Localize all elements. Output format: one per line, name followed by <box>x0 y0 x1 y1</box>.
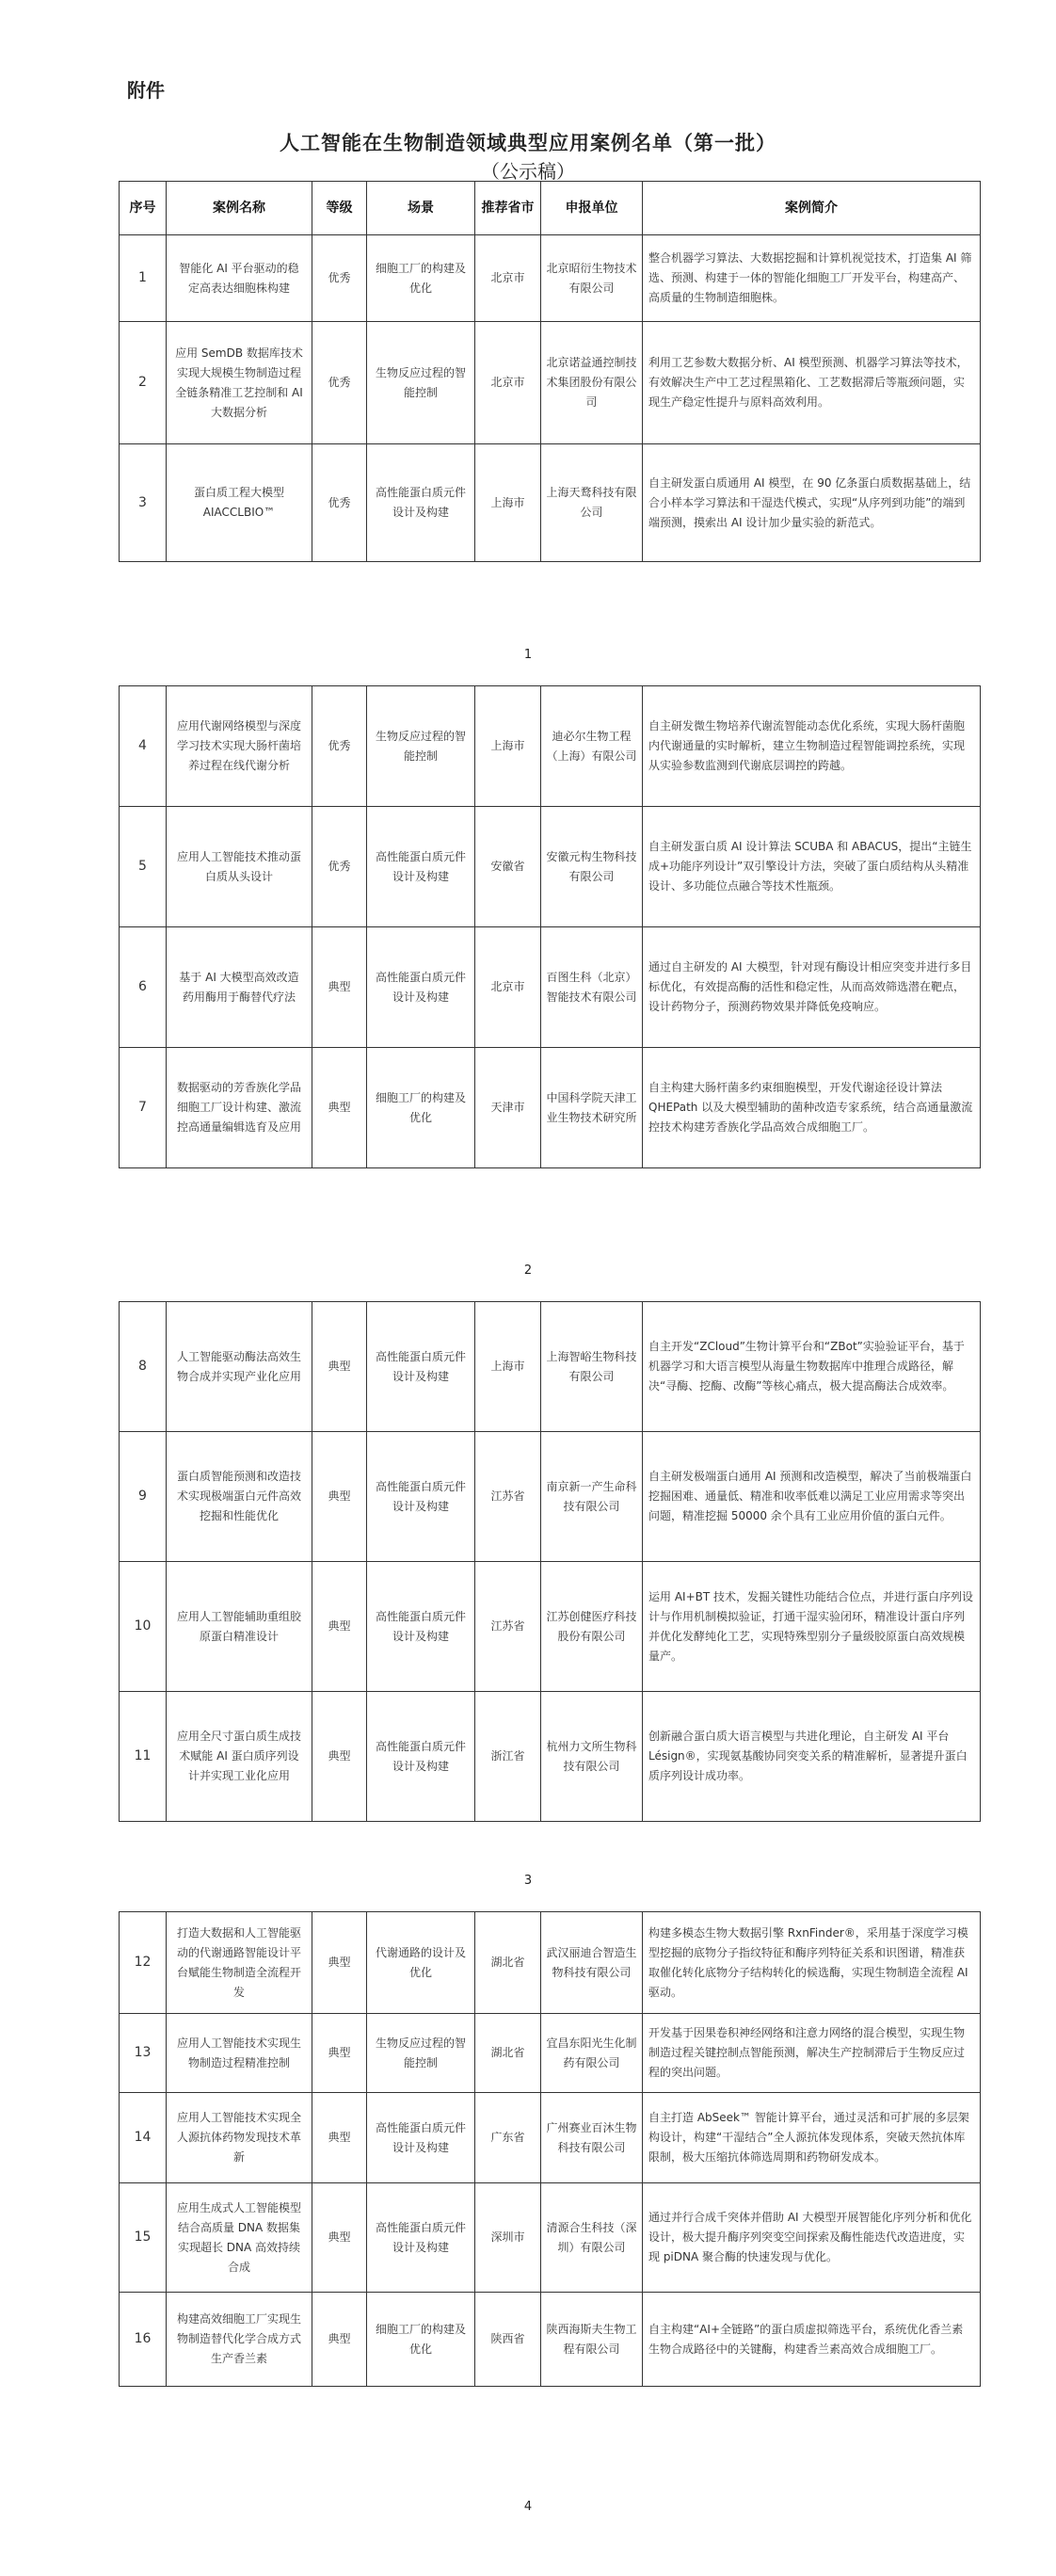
table-row <box>120 927 981 1048</box>
case-region: 湖北省 <box>475 1912 541 2014</box>
column-header: 推荐省市 <box>475 182 541 235</box>
case-introduction: 自主研发蛋白质 AI 设计算法 SCUBA 和 ABACUS，提出“主链生成+功能序列设计”双引擎设计方法，突破了蛋白质结构从头精准设计、多功能位点融合等技术性瓶颈。 <box>643 807 981 927</box>
case-name: 应用人工智能技术实现全人源抗体药物发现技术革新 <box>167 2093 312 2183</box>
table-row <box>120 322 981 444</box>
case-number: 4 <box>120 686 167 807</box>
table-header-row <box>120 182 981 235</box>
case-name: 蛋白质智能预测和改造技术实现极端蛋白元件高效挖掘和性能优化 <box>167 1432 312 1562</box>
case-level: 典型 <box>312 1048 367 1168</box>
table-row <box>120 1048 981 1168</box>
case-scene: 高性能蛋白质元件设计及构建 <box>367 1432 475 1562</box>
case-name: 智能化 AI 平台驱动的稳定高表达细胞株构建 <box>167 235 312 322</box>
case-scene: 细胞工厂的构建及优化 <box>367 235 475 322</box>
case-introduction: 自主研发极端蛋白通用 AI 预测和改造模型，解决了当前极端蛋白挖掘困难、通量低、精准和收率低难以满足工业应用需求等突出问题，精准挖掘 50000 余个具有工业应用价值的蛋白元件。 <box>643 1432 981 1562</box>
table-row <box>120 2014 981 2093</box>
case-level: 优秀 <box>312 235 367 322</box>
case-number: 9 <box>120 1432 167 1562</box>
case-region: 上海市 <box>475 686 541 807</box>
case-name: 应用人工智能辅助重组胶原蛋白精准设计 <box>167 1562 312 1692</box>
table-row <box>120 807 981 927</box>
table-row <box>120 2093 981 2183</box>
case-scene: 细胞工厂的构建及优化 <box>367 2293 475 2387</box>
case-number: 7 <box>120 1048 167 1168</box>
case-organization: 江苏创健医疗科技股份有限公司 <box>541 1562 643 1692</box>
case-introduction: 自主开发“ZCloud”生物计算平台和“ZBot”实验验证平台，基于机器学习和大语言模型从海量生物数据库中推理合成路径，解决“寻酶、挖酶、改酶”等核心痛点，极大提高酶法合成效率。 <box>643 1302 981 1432</box>
case-level: 优秀 <box>312 686 367 807</box>
case-scene: 细胞工厂的构建及优化 <box>367 1048 475 1168</box>
case-name: 应用 SemDB 数据库技术实现大规模生物制造过程全链条精准工艺控制和 AI 大数据分析 <box>167 322 312 444</box>
column-header: 案例简介 <box>643 182 981 235</box>
case-scene: 高性能蛋白质元件设计及构建 <box>367 444 475 562</box>
table-row <box>120 235 981 322</box>
page-number: 3 <box>523 1874 533 1888</box>
case-name: 打造大数据和人工智能驱动的代谢通路智能设计平台赋能生物制造全流程开发 <box>167 1912 312 2014</box>
case-table <box>119 1911 981 2387</box>
column-header: 等级 <box>312 182 367 235</box>
page-number: 4 <box>523 2500 533 2514</box>
case-number: 12 <box>120 1912 167 2014</box>
case-introduction: 通过并行合成千突体并借助 AI 大模型开展智能化序列分析和优化设计，极大提升酶序列突变空间探索及酶性能迭代改造进度，实现 piDNA 聚合酶的快速发现与优化。 <box>643 2183 981 2293</box>
case-region: 上海市 <box>475 444 541 562</box>
case-scene: 高性能蛋白质元件设计及构建 <box>367 807 475 927</box>
table-row <box>120 1302 981 1432</box>
case-scene: 生物反应过程的智能控制 <box>367 322 475 444</box>
case-name: 应用代谢网络模型与深度学习技术实现大肠杆菌培养过程在线代谢分析 <box>167 686 312 807</box>
case-name: 应用人工智能技术推动蛋白质从头设计 <box>167 807 312 927</box>
case-level: 典型 <box>312 1432 367 1562</box>
case-name: 人工智能驱动酶法高效生物合成并实现产业化应用 <box>167 1302 312 1432</box>
page-number: 2 <box>523 1264 533 1278</box>
case-number: 1 <box>120 235 167 322</box>
case-level: 典型 <box>312 2093 367 2183</box>
case-name: 构建高效细胞工厂实现生物制造替代化学合成方式生产香兰素 <box>167 2293 312 2387</box>
case-region: 安徽省 <box>475 807 541 927</box>
case-number: 5 <box>120 807 167 927</box>
case-organization: 上海智峪生物科技有限公司 <box>541 1302 643 1432</box>
case-organization: 北京昭衍生物技术有限公司 <box>541 235 643 322</box>
case-organization: 清源合生科技（深圳）有限公司 <box>541 2183 643 2293</box>
case-number: 14 <box>120 2093 167 2183</box>
case-scene: 高性能蛋白质元件设计及构建 <box>367 1302 475 1432</box>
case-region: 湖北省 <box>475 2014 541 2093</box>
case-organization: 南京新一产生命科技有限公司 <box>541 1432 643 1562</box>
case-scene: 代谢通路的设计及优化 <box>367 1912 475 2014</box>
case-organization: 广州赛业百沐生物科技有限公司 <box>541 2093 643 2183</box>
case-region: 江苏省 <box>475 1432 541 1562</box>
case-number: 2 <box>120 322 167 444</box>
table-row <box>120 686 981 807</box>
case-organization: 安徽元构生物科技有限公司 <box>541 807 643 927</box>
case-scene: 高性能蛋白质元件设计及构建 <box>367 927 475 1048</box>
case-number: 13 <box>120 2014 167 2093</box>
case-region: 北京市 <box>475 322 541 444</box>
column-header: 申报单位 <box>541 182 643 235</box>
table-row <box>120 2183 981 2293</box>
table-row <box>120 444 981 562</box>
case-region: 天津市 <box>475 1048 541 1168</box>
case-introduction: 利用工艺参数大数据分析、AI 模型预测、机器学习算法等技术，有效解决生产中工艺过程黑箱化、工艺数据滞后等瓶颈问题，实现生产稳定性提升与原料高效利用。 <box>643 322 981 444</box>
case-introduction: 开发基于因果卷积神经网络和注意力网络的混合模型，实现生物制造过程关键控制点智能预测，解决生产控制滞后于生物反应过程的突出问题。 <box>643 2014 981 2093</box>
case-scene: 高性能蛋白质元件设计及构建 <box>367 2183 475 2293</box>
case-organization: 北京诺益通控制技术集团股份有限公司 <box>541 322 643 444</box>
page-title: 人工智能在生物制造领域典型应用案例名单（第一批） <box>280 132 776 154</box>
case-level: 典型 <box>312 1302 367 1432</box>
case-scene: 高性能蛋白质元件设计及构建 <box>367 2093 475 2183</box>
case-name: 应用全尺寸蛋白质生成技术赋能 AI 蛋白质序列设计并实现工业化应用 <box>167 1692 312 1822</box>
case-scene: 生物反应过程的智能控制 <box>367 2014 475 2093</box>
column-header: 案例名称 <box>167 182 312 235</box>
table-row <box>120 2293 981 2387</box>
case-introduction: 自主研发蛋白质通用 AI 模型，在 90 亿条蛋白质数据基础上，结合小样本学习算法和干湿迭代模式，实现“从序列到功能”的端到端预测，摸索出 AI 设计加少量实验的新范式。 <box>643 444 981 562</box>
case-region: 北京市 <box>475 927 541 1048</box>
case-introduction: 自主构建大肠杆菌多约束细胞模型，开发代谢途径设计算法 QHEPath 以及大模型辅助的菌种改造专家系统，结合高通量激流控技术构建芳香族化学品高效合成细胞工厂。 <box>643 1048 981 1168</box>
case-scene: 高性能蛋白质元件设计及构建 <box>367 1692 475 1822</box>
case-number: 6 <box>120 927 167 1048</box>
case-region: 深圳市 <box>475 2183 541 2293</box>
table-row <box>120 1562 981 1692</box>
case-level: 典型 <box>312 927 367 1048</box>
case-organization: 武汉丽迪合智造生物科技有限公司 <box>541 1912 643 2014</box>
case-region: 江苏省 <box>475 1562 541 1692</box>
case-region: 上海市 <box>475 1302 541 1432</box>
case-region: 广东省 <box>475 2093 541 2183</box>
case-introduction: 运用 AI+BT 技术，发掘关键性功能结合位点，并进行蛋白序列设计与作用机制模拟验证，打通干湿实验闭环，精准设计蛋白序列并优化发酵纯化工艺，实现特殊型别分子量级胶原蛋白高效规模量产。 <box>643 1562 981 1692</box>
page-number: 1 <box>523 648 533 662</box>
case-region: 陕西省 <box>475 2293 541 2387</box>
case-introduction: 创新融合蛋白质大语言模型与共进化理论，自主研发 AI 平台 Lésign®，实现氨基酸协同突变关系的精准解析，显著提升蛋白质序列设计成功率。 <box>643 1692 981 1822</box>
table-row <box>120 1912 981 2014</box>
case-level: 优秀 <box>312 444 367 562</box>
case-level: 典型 <box>312 1912 367 2014</box>
case-table <box>119 1301 981 1822</box>
case-organization: 百图生科（北京）智能技术有限公司 <box>541 927 643 1048</box>
column-header: 序号 <box>120 182 167 235</box>
case-number: 11 <box>120 1692 167 1822</box>
case-introduction: 整合机器学习算法、大数据挖掘和计算机视觉技术，打造集 AI 筛选、预测、构建于一体的智能化细胞工厂开发平台，构建高产、高质量的生物制造细胞株。 <box>643 235 981 322</box>
case-introduction: 通过自主研发的 AI 大模型，针对现有酶设计相应突变并进行多目标优化，有效提高酶的活性和稳定性，从而高效筛选潜在靶点，设计药物分子，预测药物效果并降低免疫响应。 <box>643 927 981 1048</box>
case-organization: 中国科学院天津工业生物技术研究所 <box>541 1048 643 1168</box>
case-level: 典型 <box>312 2293 367 2387</box>
table-row <box>120 1692 981 1822</box>
case-organization: 杭州力文所生物科技有限公司 <box>541 1692 643 1822</box>
case-number: 16 <box>120 2293 167 2387</box>
page-subtitle: （公示稿） <box>481 160 575 183</box>
case-introduction: 构建多模态生物大数据引擎 RxnFinder®，采用基于深度学习模型挖掘的底物分子指纹特征和酶序列特征关系和识图谱，精准获取催化转化底物分子结构转化的候选酶，实现生物制造全流程 AI 驱动。 <box>643 1912 981 2014</box>
case-scene: 生物反应过程的智能控制 <box>367 686 475 807</box>
table-row <box>120 1432 981 1562</box>
case-name: 应用人工智能技术实现生物制造过程精准控制 <box>167 2014 312 2093</box>
case-number: 15 <box>120 2183 167 2293</box>
case-name: 应用生成式人工智能模型结合高质量 DNA 数据集实现超长 DNA 高效持续合成 <box>167 2183 312 2293</box>
case-table <box>119 685 981 1168</box>
case-number: 3 <box>120 444 167 562</box>
case-introduction: 自主研发微生物培养代谢流智能动态优化系统，实现大肠杆菌胞内代谢通量的实时解析，建立生物制造过程智能调控系统，实现从实验参数监测到代谢底层调控的跨越。 <box>643 686 981 807</box>
case-name: 蛋白质工程大模型 AIACCLBIO™ <box>167 444 312 562</box>
case-introduction: 自主打造 AbSeek™ 智能计算平台，通过灵活和可扩展的多层架构设计，构建“干湿结合”全人源抗体发现体系，突破天然抗体库限制，极大压缩抗体筛选周期和药物研发成本。 <box>643 2093 981 2183</box>
case-level: 典型 <box>312 1692 367 1822</box>
case-number: 10 <box>120 1562 167 1692</box>
case-organization: 迪必尔生物工程（上海）有限公司 <box>541 686 643 807</box>
case-level: 典型 <box>312 2183 367 2293</box>
case-name: 数据驱动的芳香族化学品细胞工厂设计构建、激流控高通量编辑选育及应用 <box>167 1048 312 1168</box>
case-level: 优秀 <box>312 807 367 927</box>
case-name: 基于 AI 大模型高效改造药用酶用于酶替代疗法 <box>167 927 312 1048</box>
case-level: 优秀 <box>312 322 367 444</box>
case-level: 典型 <box>312 1562 367 1692</box>
case-organization: 宜昌东阳光生化制药有限公司 <box>541 2014 643 2093</box>
case-table <box>119 181 981 562</box>
case-region: 北京市 <box>475 235 541 322</box>
attachment-label: 附件 <box>127 79 165 102</box>
column-header: 场景 <box>367 182 475 235</box>
case-level: 典型 <box>312 2014 367 2093</box>
case-organization: 陕西海斯夫生物工程有限公司 <box>541 2293 643 2387</box>
case-region: 浙江省 <box>475 1692 541 1822</box>
case-organization: 上海天鹜科技有限公司 <box>541 444 643 562</box>
case-introduction: 自主构建“AI+全链路”的蛋白质虚拟筛选平台，系统优化香兰素生物合成路径中的关键酶，构建香兰素高效合成细胞工厂。 <box>643 2293 981 2387</box>
case-number: 8 <box>120 1302 167 1432</box>
case-scene: 高性能蛋白质元件设计及构建 <box>367 1562 475 1692</box>
